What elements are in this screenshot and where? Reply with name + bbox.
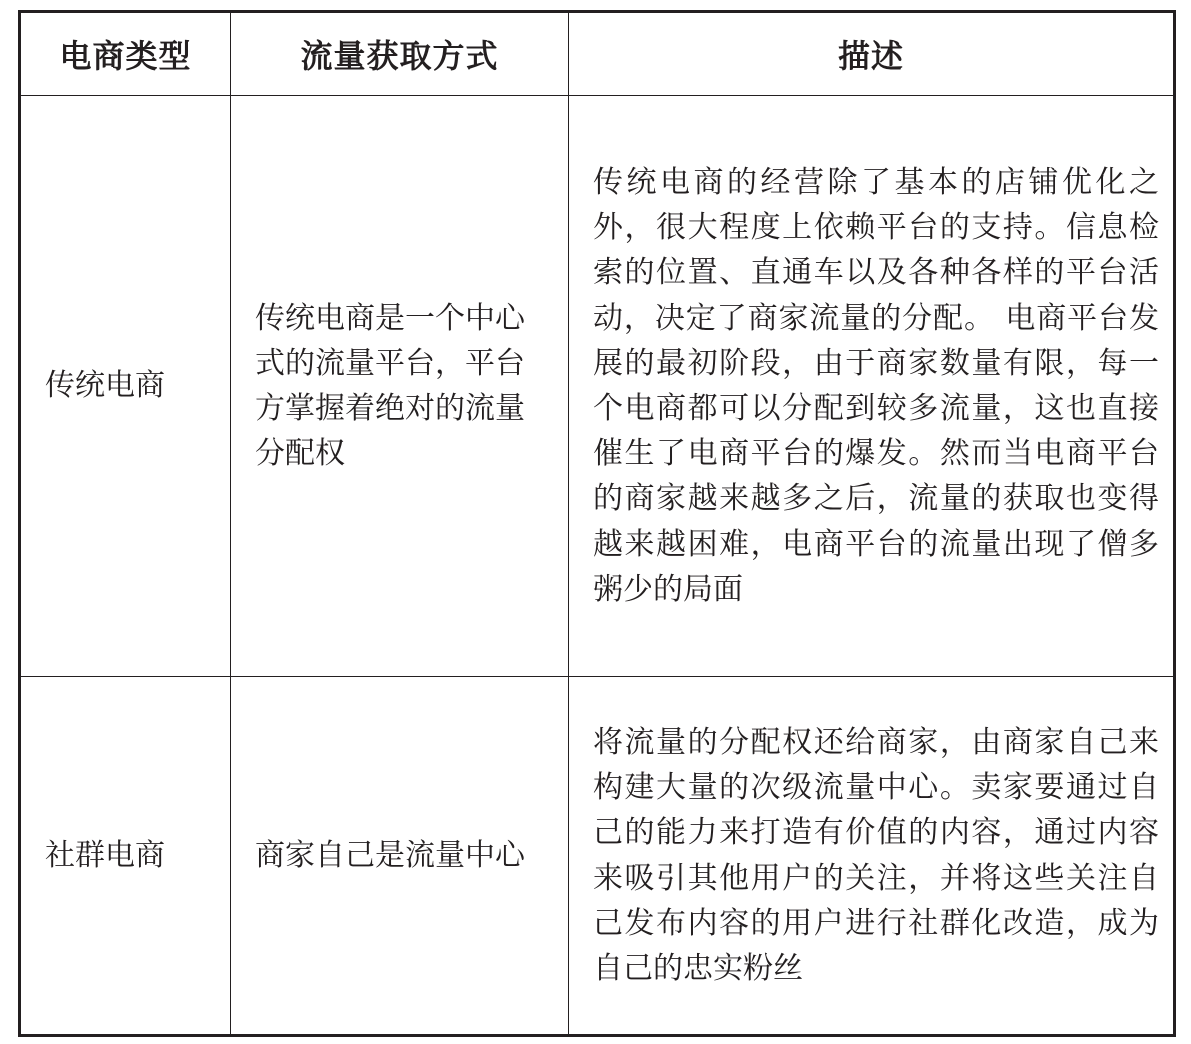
table-row bbox=[20, 677, 1175, 1036]
method-cell-traditional: 传统电商是一个中心式的流量平台，平台方掌握着绝对的流量分配权 bbox=[231, 96, 569, 677]
table-row bbox=[20, 96, 1175, 677]
header-description: 描述 bbox=[569, 12, 1175, 96]
header-traffic-method: 流量获取方式 bbox=[231, 12, 569, 96]
type-cell-traditional: 传统电商 bbox=[20, 96, 231, 677]
method-cell-community: 商家自己是流量中心 bbox=[231, 677, 569, 1036]
type-cell-community: 社群电商 bbox=[20, 677, 231, 1036]
description-cell-community: 将流量的分配权还给商家，由商家自己来构建大量的次级流量中心。卖家要通过自己的能力来打造有价值的内容，通过内容来吸引其他用户的关注，并将这些关注自己发布内容的用户进行社群化改造，成为自己的忠实粉丝 bbox=[569, 677, 1175, 1036]
ecommerce-comparison-table bbox=[18, 10, 1176, 1037]
table-header-row bbox=[20, 12, 1175, 96]
header-ecommerce-type: 电商类型 bbox=[20, 12, 231, 96]
description-cell-traditional: 传统电商的经营除了基本的店铺优化之外，很大程度上依赖平台的支持。信息检索的位置、直通车以及各种各样的平台活动，决定了商家流量的分配。 电商平台发展的最初阶段，由于商家数量有限，每一个电商都可以分配到较多流量，这也直接催生了电商平台的爆发。然而当电商平台的商家越来越多之后，流量的获取也变得越来越困难，电商平台的流量出现了僧多粥少的局面 bbox=[569, 96, 1175, 677]
